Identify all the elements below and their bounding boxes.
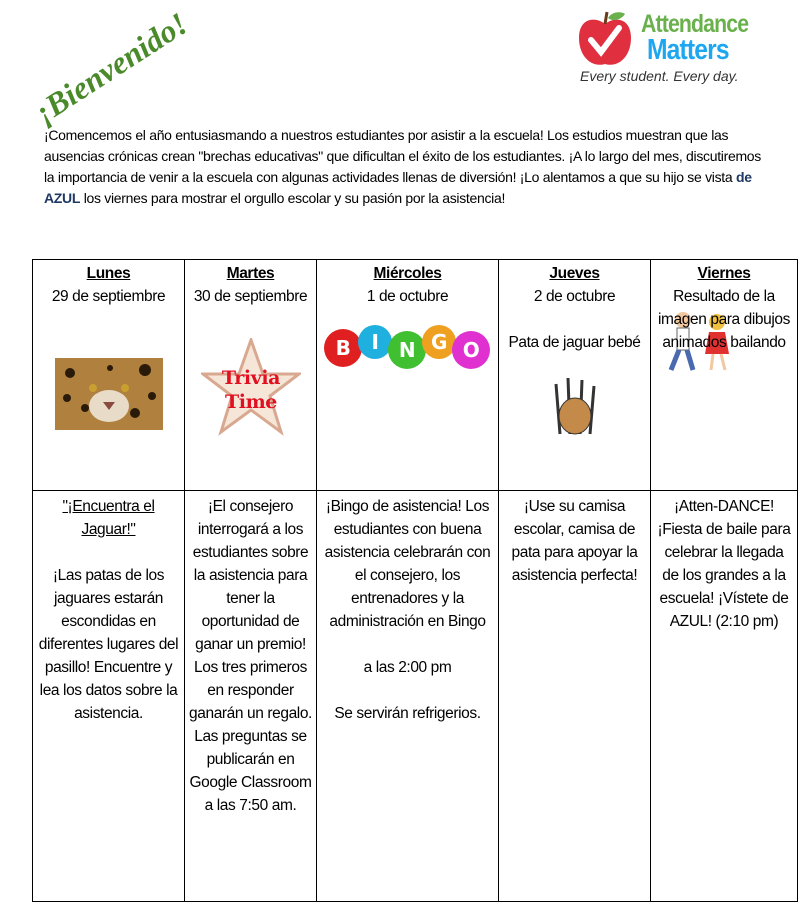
image-alt-text: Resultado de la imagen para dibujos animados bailando xyxy=(658,288,790,351)
day-name: Martes xyxy=(226,265,275,282)
logo-tagline: Every student. Every day. xyxy=(580,68,739,84)
bingo-balls-icon xyxy=(323,322,493,374)
day-name: Miércoles xyxy=(373,265,442,282)
activity-text: ¡Las patas de los jaguares estarán escondidas en diferentes lugares del pasillo! Encuentre y lea los datos sobre la asistencia. xyxy=(38,567,179,722)
day-date: 2 de octubre xyxy=(533,288,616,305)
activity-note: Se servirán refrigerios. xyxy=(334,705,481,722)
activity-text: ¡Use su camisa escolar, camisa de pata para apoyar la asistencia perfecta! xyxy=(511,498,638,584)
svg-text:N: N xyxy=(398,338,415,362)
intro-paragraph xyxy=(44,125,774,209)
thursday-header-cell xyxy=(499,260,651,491)
trivia-text: Trivia xyxy=(221,367,280,389)
day-date: 1 de octubre xyxy=(366,288,449,305)
svg-text:G: G xyxy=(430,330,447,354)
monday-activity-cell xyxy=(33,491,185,902)
intro-text: ¡Comencemos el año entusiasmando a nuestros estudiantes por asistir a la escuela! Los estudios muestran que las ausencias crónicas crean "brechas educativas" que dificultan el éxito de los estudiantes. ¡A lo largo del mes, discutiremos la importancia de venir a la escuela con algunas actividades llenas de diversión! ¡Lo alentamos a que su hijo se vista xyxy=(44,127,761,185)
logo-line2: Matters xyxy=(647,34,729,66)
jaguar-paw-icon xyxy=(550,374,600,438)
svg-text:I: I xyxy=(370,330,379,354)
day-name: Jueves xyxy=(549,265,600,282)
image-caption: Pata de jaguar bebé xyxy=(508,334,641,351)
jaguar-photo-icon xyxy=(55,358,163,430)
day-date: 29 de septiembre xyxy=(51,288,166,305)
activity-text: ¡El consejero interrogará a los estudiantes sobre la asistencia para tener la oportunidad de ganar un premio! Los tres primeros en responder ganarán un regalo. Las preguntas se publicarán en Google Classroom a las 7:50 am. xyxy=(189,498,312,814)
intro-highlight: de AZUL xyxy=(44,169,752,206)
thursday-activity-cell xyxy=(499,491,651,902)
activity-title: "¡Encuentra el Jaguar!" xyxy=(62,498,155,538)
day-name: Lunes xyxy=(86,265,131,282)
friday-activity-cell xyxy=(651,491,798,902)
tuesday-activity-cell xyxy=(185,491,317,902)
wednesday-activity-cell xyxy=(317,491,499,902)
time-text: Time xyxy=(224,391,277,413)
apple-check-icon xyxy=(577,10,633,68)
activity-text: ¡Atten-DANCE! ¡Fiesta de baile para celebrar la llegada de los grandes a la escuela! ¡Vístete de AZUL! (2:10 pm) xyxy=(657,498,791,630)
svg-text:O: O xyxy=(462,338,479,362)
wednesday-header-cell xyxy=(317,260,499,491)
day-date: 30 de septiembre xyxy=(193,288,308,305)
weekly-schedule-table xyxy=(32,259,798,902)
monday-header-cell xyxy=(33,260,185,491)
friday-header-cell xyxy=(651,260,798,491)
tuesday-header-cell xyxy=(185,260,317,491)
welcome-heading: ¡Bienvenido! xyxy=(28,5,194,131)
svg-text:B: B xyxy=(335,336,350,360)
day-name: Viernes xyxy=(697,265,751,282)
activity-text: ¡Bingo de asistencia! Los estudiantes con buena asistencia celebrarán con el consejero, los entrenadores y la administración en Bingo xyxy=(324,498,491,630)
activity-time: a las 2:00 pm xyxy=(363,659,452,676)
logo-line1: Attendance xyxy=(641,10,749,38)
trivia-time-icon xyxy=(201,338,301,438)
intro-text-end: los viernes para mostrar el orgullo escolar y su pasión por la asistencia! xyxy=(80,190,506,206)
attendance-matters-logo xyxy=(575,4,775,86)
